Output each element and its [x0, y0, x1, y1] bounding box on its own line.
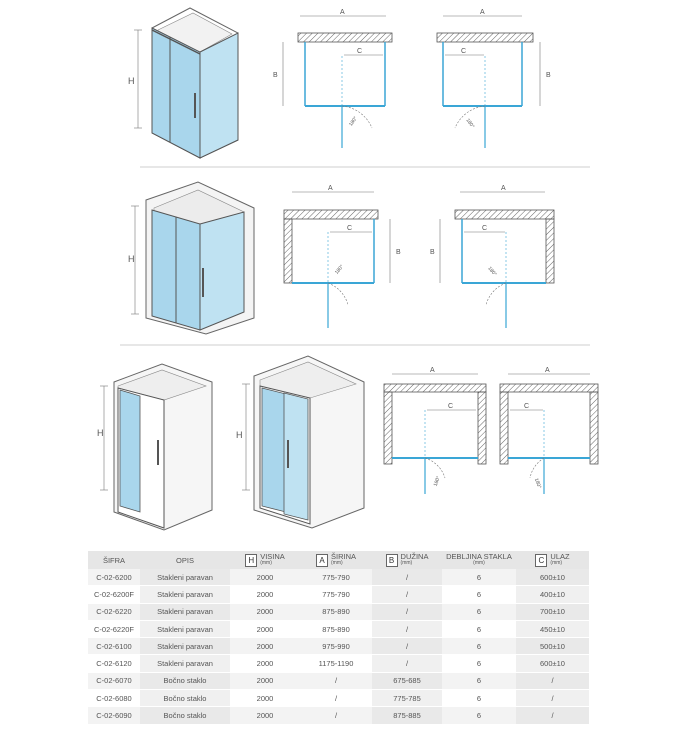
cell-opis: Bočno staklo [140, 707, 230, 724]
header-sifra: ŠIFRA [88, 551, 140, 569]
cell-debljina: 6 [442, 620, 516, 637]
cell-debljina: 6 [442, 707, 516, 724]
table-row [88, 586, 589, 603]
entry-label: C [448, 403, 454, 410]
cell-debljina: 6 [442, 586, 516, 603]
cell-visina: 2000 [230, 620, 300, 637]
cell-visina: 2000 [230, 690, 300, 707]
cell-opis: Bočno staklo [140, 690, 230, 707]
cell-debljina: 6 [442, 569, 516, 586]
header-ulaz-unit: (mm) [550, 560, 563, 566]
cell-visina: 2000 [230, 655, 300, 672]
shower-3d-view-4 [254, 356, 364, 528]
shower-3d-view-2 [146, 182, 254, 334]
plan-view-2b [430, 185, 554, 328]
entry-icon: C [535, 554, 547, 567]
width-label: A [328, 185, 333, 192]
table-row [88, 603, 589, 620]
cell-ulaz: / [516, 707, 589, 724]
cell-opis: Bočno staklo [140, 672, 230, 689]
header-visina-unit: (mm) [260, 560, 272, 566]
cell-sifra: C-02-6070 [88, 672, 140, 689]
header-opis: OPIS [140, 551, 230, 569]
cell-sirina: 1175-1190 [300, 655, 372, 672]
cell-sifra: C-02-6100 [88, 638, 140, 655]
cell-sifra: C-02-6220F [88, 620, 140, 637]
table-header-row [88, 551, 589, 569]
width-label: A [501, 185, 506, 192]
table-row [88, 707, 589, 724]
shower-3d-view-3 [114, 364, 212, 530]
angle-label: 180° [486, 265, 498, 278]
depth-icon: B [386, 554, 398, 567]
header-duzina [372, 551, 442, 569]
cell-sirina: 775-790 [300, 569, 372, 586]
cell-ulaz: 700±10 [516, 603, 589, 620]
plan-view-3b [500, 367, 598, 494]
cell-visina: 2000 [230, 638, 300, 655]
cell-sifra: C-02-6220 [88, 603, 140, 620]
cell-sirina: / [300, 672, 372, 689]
cell-visina: 2000 [230, 672, 300, 689]
cell-duzina: 675-685 [372, 672, 442, 689]
cell-duzina: / [372, 655, 442, 672]
plan-view-1a [273, 9, 392, 148]
cell-ulaz: 400±10 [516, 586, 589, 603]
header-visina-label: VISINA [260, 552, 285, 561]
cell-sifra: C-02-6120 [88, 655, 140, 672]
cell-sifra: C-02-6080 [88, 690, 140, 707]
angle-label: 180° [532, 477, 543, 490]
cell-ulaz: 500±10 [516, 638, 589, 655]
table-row [88, 672, 589, 689]
plan-view-3a [384, 367, 486, 494]
product-spec-table [88, 551, 589, 725]
cell-sirina: 875-890 [300, 603, 372, 620]
width-label: A [430, 367, 435, 374]
header-debljina-unit: (mm) [473, 560, 485, 566]
entry-label: C [347, 225, 353, 232]
angle-label: 180° [333, 263, 346, 276]
cell-debljina: 6 [442, 690, 516, 707]
height-dimension [128, 206, 139, 314]
width-label: A [545, 367, 550, 374]
width-label: A [480, 9, 485, 16]
plan-view-1b [437, 9, 551, 148]
cell-duzina: / [372, 586, 442, 603]
cell-sirina: 875-890 [300, 620, 372, 637]
cell-duzina: 875-885 [372, 707, 442, 724]
cell-sirina: 975-990 [300, 638, 372, 655]
cell-visina: 2000 [230, 586, 300, 603]
cell-opis: Stakleni paravan [140, 569, 230, 586]
table-row [88, 569, 589, 586]
cell-sirina: / [300, 707, 372, 724]
cell-sirina: 775-790 [300, 586, 372, 603]
height-label: H [236, 430, 243, 440]
cell-visina: 2000 [230, 603, 300, 620]
cell-duzina: / [372, 620, 442, 637]
cell-ulaz: 450±10 [516, 620, 589, 637]
cell-ulaz: / [516, 690, 589, 707]
header-duzina-label: DUŽINA [400, 552, 429, 561]
header-sirina-label: ŠIRINA [330, 552, 356, 561]
height-dimension [97, 386, 108, 490]
entry-label: C [482, 225, 488, 232]
cell-opis: Stakleni paravan [140, 586, 230, 603]
cell-debljina: 6 [442, 655, 516, 672]
cell-opis: Stakleni paravan [140, 655, 230, 672]
table-row [88, 638, 589, 655]
header-visina [230, 551, 300, 569]
height-dimension [236, 384, 250, 490]
cell-sifra: C-02-6200 [88, 569, 140, 586]
cell-duzina: / [372, 638, 442, 655]
header-sirina [300, 551, 372, 569]
cell-opis: Stakleni paravan [140, 603, 230, 620]
table-row [88, 655, 589, 672]
cell-duzina: 775-785 [372, 690, 442, 707]
header-ulaz-label: ULAZ [550, 552, 570, 561]
cell-opis: Stakleni paravan [140, 620, 230, 637]
header-sirina-unit: (mm) [330, 560, 343, 566]
height-label: H [128, 76, 135, 86]
angle-label: 180° [464, 117, 476, 130]
shower-3d-view-1 [152, 8, 238, 158]
cell-debljina: 6 [442, 603, 516, 620]
angle-label: 180° [348, 115, 359, 128]
cell-visina: 2000 [230, 707, 300, 724]
table-row [88, 620, 589, 637]
width-icon: A [316, 554, 328, 567]
entry-label: C [524, 403, 530, 410]
cell-visina: 2000 [230, 569, 300, 586]
height-label: H [97, 428, 104, 438]
cell-sifra: C-02-6090 [88, 707, 140, 724]
cell-sirina: / [300, 690, 372, 707]
height-dimension [128, 30, 142, 128]
entry-label: C [357, 48, 363, 55]
cell-ulaz: 600±10 [516, 655, 589, 672]
header-debljina-label: DEBLJINA STAKLA [446, 552, 512, 561]
angle-label: 180° [432, 475, 442, 488]
cell-ulaz: / [516, 672, 589, 689]
table-row [88, 690, 589, 707]
cell-sifra: C-02-6200F [88, 586, 140, 603]
plan-view-2a [284, 185, 401, 328]
cell-ulaz: 600±10 [516, 569, 589, 586]
header-ulaz [516, 551, 589, 569]
depth-label: B [430, 249, 435, 256]
depth-label: B [546, 72, 551, 79]
cell-duzina: / [372, 569, 442, 586]
header-duzina-unit: (mm) [400, 560, 413, 566]
cell-duzina: / [372, 603, 442, 620]
cell-debljina: 6 [442, 638, 516, 655]
width-label: A [340, 9, 345, 16]
height-icon: H [245, 554, 257, 567]
depth-label: B [273, 72, 278, 79]
header-debljina [442, 551, 516, 569]
height-label: H [128, 254, 135, 264]
cell-debljina: 6 [442, 672, 516, 689]
cell-opis: Stakleni paravan [140, 638, 230, 655]
entry-label: C [461, 48, 467, 55]
depth-label: B [396, 249, 401, 256]
